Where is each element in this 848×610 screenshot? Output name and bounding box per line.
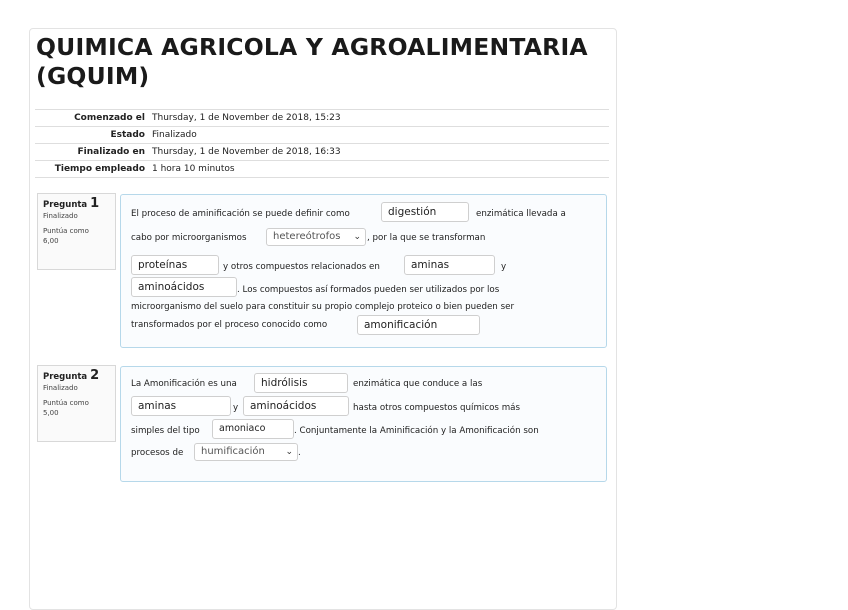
summary-row bbox=[35, 144, 609, 161]
summary-value: Thursday, 1 de November de 2018, 16:33 bbox=[152, 144, 609, 161]
chevron-down-icon: ⌄ bbox=[353, 232, 361, 242]
question-text: La Amonificación es una bbox=[131, 379, 237, 389]
question-label: Pregunta bbox=[43, 372, 88, 382]
answer-input[interactable]: hidrólisis bbox=[254, 373, 348, 393]
summary-value: Thursday, 1 de November de 2018, 15:23 bbox=[152, 110, 609, 127]
answer-input[interactable]: aminoácidos bbox=[243, 396, 349, 416]
question-number-value: 2 bbox=[90, 368, 100, 383]
question-text: enzimática llevada a bbox=[476, 209, 566, 219]
question-text: hasta otros compuestos químicos más bbox=[353, 403, 521, 413]
summary-label: Finalizado en bbox=[35, 144, 152, 161]
answer-input[interactable]: aminas bbox=[404, 255, 495, 275]
answer-select[interactable] bbox=[194, 443, 298, 461]
answer-input[interactable]: digestión bbox=[381, 202, 469, 222]
question-marks: 6,00 bbox=[43, 237, 59, 245]
question-state: Finalizado bbox=[43, 212, 78, 220]
question-marks-label: Puntúa como bbox=[43, 227, 89, 235]
question-text: microorganismo del suelo para constituir su propio complejo proteico o bien pueden ser bbox=[131, 302, 515, 312]
question-text: y bbox=[501, 262, 507, 272]
question-text: simples del tipo bbox=[131, 426, 200, 436]
question-text: procesos de bbox=[131, 448, 184, 458]
question-text: y bbox=[233, 403, 239, 413]
question-number-value: 1 bbox=[90, 196, 100, 211]
question-info-1 bbox=[37, 193, 116, 270]
question-text: enzimática que conduce a las bbox=[353, 379, 483, 389]
summary-label: Comenzado el bbox=[35, 110, 152, 127]
question-number bbox=[43, 370, 110, 383]
question-marks: 5,00 bbox=[43, 409, 59, 417]
answer-select-value: humificación bbox=[201, 446, 265, 457]
summary-label: Tiempo empleado bbox=[35, 161, 152, 178]
answer-input[interactable]: proteínas bbox=[131, 255, 219, 275]
question-info-2 bbox=[37, 365, 116, 442]
answer-input[interactable]: amonificación bbox=[357, 315, 480, 335]
question-text: El proceso de aminificación se puede definir como bbox=[131, 209, 350, 219]
summary-value: 1 hora 10 minutos bbox=[152, 161, 609, 178]
summary-label: Estado bbox=[35, 127, 152, 144]
question-state: Finalizado bbox=[43, 384, 78, 392]
summary-row bbox=[35, 110, 609, 127]
question-number bbox=[43, 198, 110, 211]
question-text: , por la que se transforman bbox=[367, 233, 486, 243]
question-text: . bbox=[298, 448, 301, 458]
question-text: transformados por el proceso conocido como bbox=[131, 320, 328, 330]
attempt-summary-table bbox=[35, 109, 609, 178]
question-text: . Los compuestos así formados pueden ser utilizados por los bbox=[237, 285, 500, 295]
question-marks-label: Puntúa como bbox=[43, 399, 89, 407]
answer-input[interactable]: aminoácidos bbox=[131, 277, 237, 297]
chevron-down-icon: ⌄ bbox=[285, 447, 293, 457]
page-title: QUIMICA AGRICOLA Y AGROALIMENTARIA (GQUIM) bbox=[36, 33, 588, 90]
question-text: y otros compuestos relacionados en bbox=[223, 262, 380, 272]
question-label: Pregunta bbox=[43, 200, 88, 210]
summary-value: Finalizado bbox=[152, 127, 609, 144]
question-text: . Conjuntamente la Aminificación y la Amonificación son bbox=[294, 426, 539, 436]
answer-input[interactable]: aminas bbox=[131, 396, 231, 416]
summary-row bbox=[35, 161, 609, 178]
answer-input[interactable]: amoniaco bbox=[212, 419, 294, 439]
summary-row bbox=[35, 127, 609, 144]
answer-select[interactable] bbox=[266, 228, 366, 246]
question-text: cabo por microorganismos bbox=[131, 233, 247, 243]
answer-select-value: hetereótrofos bbox=[273, 231, 341, 242]
